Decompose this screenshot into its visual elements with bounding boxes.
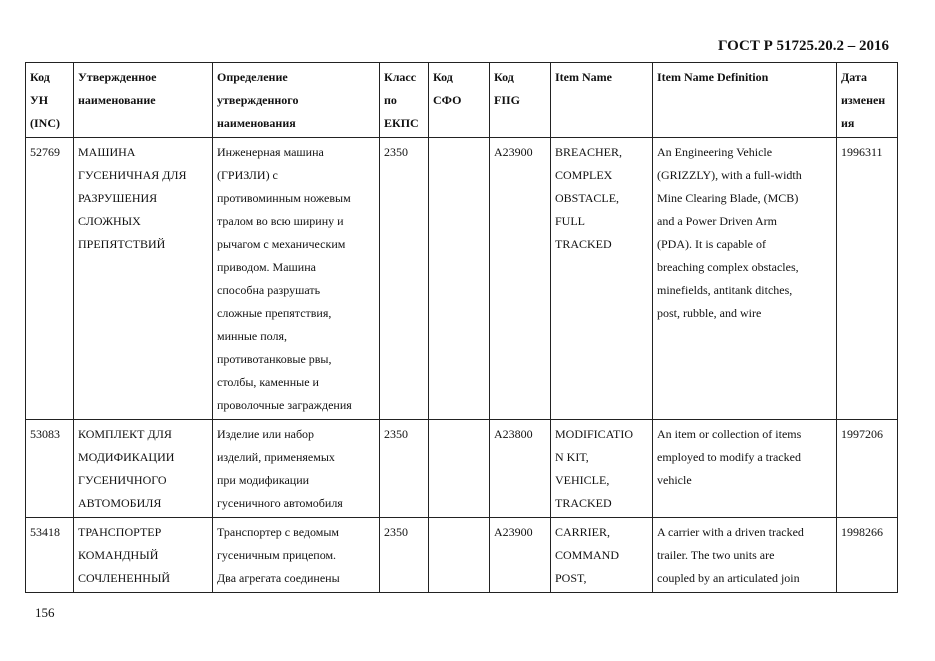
cell-item-name: CARRIER, COMMAND POST,	[551, 518, 653, 593]
page-number: 156	[35, 605, 55, 620]
cell-item-name: MODIFICATIO N KIT, VEHICLE, TRACKED	[551, 420, 653, 518]
cell-approved-name: КОМПЛЕКТ ДЛЯ МОДИФИКАЦИИ ГУСЕНИЧНОГО АВТОМОБИЛЯ	[74, 420, 213, 518]
cell-approved-name: МАШИНА ГУСЕНИЧНАЯ ДЛЯ РАЗРУШЕНИЯ СЛОЖНЫХ ПРЕПЯТСТВИЙ	[74, 138, 213, 420]
header-sfo: Код СФО	[429, 63, 490, 138]
table-row	[26, 138, 898, 420]
table-header-row	[26, 63, 898, 138]
cell-date: 1996311	[837, 138, 898, 420]
cell-definition: Транспортер с ведомым гусеничным прицепом. Два агрегата соединены	[213, 518, 380, 593]
cell-fiig: A23900	[490, 138, 551, 420]
cell-date: 1997206	[837, 420, 898, 518]
header-date: Дата изменен ия	[837, 63, 898, 138]
header-definition: Определение утвержденного наименования	[213, 63, 380, 138]
nomenclature-table	[25, 62, 898, 593]
cell-inc: 53418	[26, 518, 74, 593]
cell-sfo	[429, 518, 490, 593]
cell-definition: Изделие или набор изделий, применяемых при модификации гусеничного автомобиля	[213, 420, 380, 518]
cell-item-definition: An Engineering Vehicle (GRIZZLY), with a full-width Mine Clearing Blade, (MCB) and a Power Driven Arm (PDA). It is capable of breaching complex obstacles, minefields, antitank ditches, post, rubble, and wire	[653, 138, 837, 420]
cell-approved-name: ТРАНСПОРТЕР КОМАНДНЫЙ СОЧЛЕНЕННЫЙ	[74, 518, 213, 593]
cell-item-definition: An item or collection of items employed to modify a tracked vehicle	[653, 420, 837, 518]
table-row	[26, 420, 898, 518]
cell-class: 2350	[380, 138, 429, 420]
header-approved-name: Утвержденное наименование	[74, 63, 213, 138]
cell-item-definition: A carrier with a driven tracked trailer. The two units are coupled by an articulated join	[653, 518, 837, 593]
header-item-definition: Item Name Definition	[653, 63, 837, 138]
header-fiig: Код FIIG	[490, 63, 551, 138]
cell-inc: 52769	[26, 138, 74, 420]
cell-date: 1998266	[837, 518, 898, 593]
header-inc: Код УН (INC)	[26, 63, 74, 138]
header-class: Класс по ЕКПС	[380, 63, 429, 138]
cell-sfo	[429, 420, 490, 518]
cell-fiig: A23900	[490, 518, 551, 593]
cell-inc: 53083	[26, 420, 74, 518]
cell-item-name: BREACHER, COMPLEX OBSTACLE, FULL TRACKED	[551, 138, 653, 420]
cell-definition: Инженерная машина (ГРИЗЛИ) с противоминным ножевым тралом во всю ширину и рычагом с механическим приводом. Машина способна разрушать сложные препятствия, минные поля, противотанковые рвы, столбы, каменные и проволочные заграждения	[213, 138, 380, 420]
cell-class: 2350	[380, 518, 429, 593]
document-code: ГОСТ Р 51725.20.2 – 2016	[717, 38, 889, 54]
cell-sfo	[429, 138, 490, 420]
header-item-name: Item Name	[551, 63, 653, 138]
table-row	[26, 518, 898, 593]
cell-fiig: A23800	[490, 420, 551, 518]
cell-class: 2350	[380, 420, 429, 518]
